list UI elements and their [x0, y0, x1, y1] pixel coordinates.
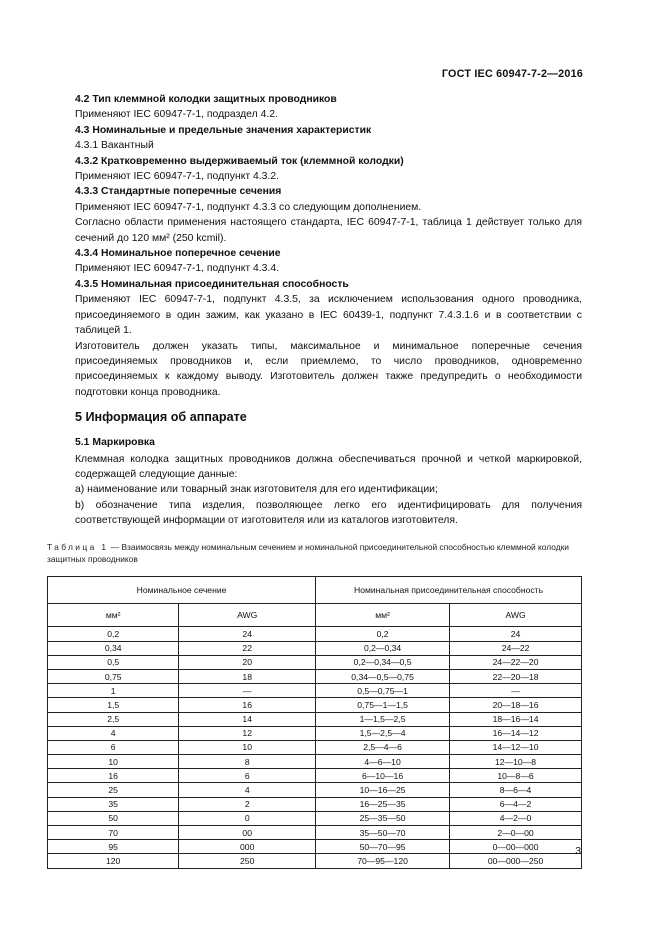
table-row	[48, 854, 582, 868]
table-cell: 6—10—16	[316, 769, 450, 783]
table-cell: 12	[179, 726, 316, 740]
table-row	[48, 826, 582, 840]
table-caption	[47, 541, 582, 566]
table-sub-header: мм²	[316, 604, 450, 627]
table-cell: 14	[179, 712, 316, 726]
table-cell: 4—6—10	[316, 755, 450, 769]
table-cell: 14—12—10	[450, 740, 582, 754]
table-cell: 0,2—0,34	[316, 641, 450, 655]
table-cell: 0,2	[316, 627, 450, 641]
table-cell: 6	[179, 769, 316, 783]
table-cell: 00	[179, 826, 316, 840]
table-cell: 4	[48, 726, 179, 740]
table-cell: 16	[48, 769, 179, 783]
table-cell: 2—0—00	[450, 826, 582, 840]
table-cell: 0,2—0,34—0,5	[316, 655, 450, 669]
text-body	[47, 92, 582, 529]
table-cell: 25—35—50	[316, 811, 450, 825]
paragraph: Согласно области применения настоящего стандарта, IEC 60947-7-1, таблица 1 действует только для сечений до 120 мм² (250 kcmil).	[75, 217, 582, 244]
table-caption-label: Таблица 1	[47, 541, 109, 552]
table-row	[48, 655, 582, 669]
paragraph: Изготовитель должен указать типы, максимальное и минимальное поперечные сечения присоединяемых проводников и, если приемлемо, то число проводников, одновременно присоединяемых к каждому выводу. Изготовитель должен также предупредить о необходимости подготовки конца проводника.	[75, 340, 582, 398]
table-cell: 0,5—0,75—1	[316, 684, 450, 698]
table-cell: 20	[179, 655, 316, 669]
table-cell: 8	[179, 755, 316, 769]
table-cell: 1,5—2,5—4	[316, 726, 450, 740]
table-cell: 0—00—000	[450, 840, 582, 854]
table-cell: —	[450, 684, 582, 698]
table-cell: 0,5	[48, 655, 179, 669]
section-heading: 4.3 Номинальные и предельные значения характеристик	[75, 124, 372, 136]
table-cell: 24	[450, 627, 582, 641]
table-cell: 70	[48, 826, 179, 840]
paragraph: Клеммная колодка защитных проводников должна обеспечиваться прочной и четкой маркировкой, содержащей следующие данные:	[75, 453, 582, 480]
table-cell: 6	[48, 740, 179, 754]
table-body	[48, 627, 582, 868]
table-cell: —	[179, 684, 316, 698]
table-cell: 22	[179, 641, 316, 655]
document-header: ГОСТ IEC 60947-7-2—2016	[441, 68, 583, 80]
table-row	[48, 811, 582, 825]
table-cell: 50—70—95	[316, 840, 450, 854]
table-row	[48, 726, 582, 740]
table-row	[48, 712, 582, 726]
table-cell: 16—14—12	[450, 726, 582, 740]
table-group-header: Номинальное сечение	[48, 577, 316, 604]
table-cell: 70—95—120	[316, 854, 450, 868]
table-cell: 0,75	[48, 669, 179, 683]
table-cell: 250	[179, 854, 316, 868]
table-cell: 000	[179, 840, 316, 854]
table-cell: 6—4—2	[450, 797, 582, 811]
table-cell: 50	[48, 811, 179, 825]
paragraph: Применяют IEC 60947-7-1, подраздел 4.2.	[75, 109, 278, 121]
section-heading: 4.2 Тип клеммной колодки защитных проводников	[75, 94, 337, 105]
paragraph: a) наименование или товарный знак изготовителя для его идентификации;	[75, 484, 438, 496]
table-cell: 95	[48, 840, 179, 854]
table-cell: 120	[48, 854, 179, 868]
table-cell: 10	[179, 740, 316, 754]
table-sub-header: AWG	[179, 604, 316, 627]
table-cell: 4	[179, 783, 316, 797]
table-cell: 1,5	[48, 698, 179, 712]
table-cell: 4—2—0	[450, 811, 582, 825]
table-cell: 0,2	[48, 627, 179, 641]
table-cell: 16—25—35	[316, 797, 450, 811]
table-row	[48, 627, 582, 641]
table-cell: 1—1,5—2,5	[316, 712, 450, 726]
table-cell: 18—16—14	[450, 712, 582, 726]
section-heading: 5.1 Маркировка	[75, 437, 155, 449]
page-number: 3	[575, 846, 581, 857]
table-cell: 35—50—70	[316, 826, 450, 840]
table-cell: 16	[179, 698, 316, 712]
table-sub-header: AWG	[450, 604, 582, 627]
paragraph: Применяют IEC 60947-7-1, подпункт 4.3.3 со следующим дополнением.	[75, 201, 422, 213]
section-heading: 4.3.2 Кратковременно выдерживаемый ток (клеммной колодки)	[75, 155, 404, 167]
table-cell: 2,5	[48, 712, 179, 726]
paragraph: 4.3.1 Вакантный	[75, 140, 154, 152]
table-cell: 10—8—6	[450, 769, 582, 783]
table-row	[48, 669, 582, 683]
table-row	[48, 740, 582, 754]
table-cell: 24	[179, 627, 316, 641]
table-cell: 18	[179, 669, 316, 683]
paragraph: Применяют IEC 60947-7-1, подпункт 4.3.2.	[75, 171, 280, 183]
table-row	[48, 641, 582, 655]
section-heading: 4.3.3 Стандартные поперечные сечения	[75, 186, 282, 198]
paragraph: Применяют IEC 60947-7-1, подпункт 4.3.5, за исключением использования одного проводника, присоединяемого в один зажим, как указано в IEC 60439-1, подпункт 7.4.3.1.6 и в соответствии с таблицей 1.	[75, 294, 582, 337]
table-cell: 10	[48, 755, 179, 769]
table-cell: 12—10—8	[450, 755, 582, 769]
table-cell: 8—6—4	[450, 783, 582, 797]
section-heading: 4.3.5 Номинальная присоединительная способность	[75, 278, 349, 290]
table-sub-header: мм²	[48, 604, 179, 627]
table-group-header: Номинальная присоединительная способность	[316, 577, 582, 604]
table-row	[48, 769, 582, 783]
table-cell: 1	[48, 684, 179, 698]
paragraph: b) обозначение типа изделия, позволяющее легко его идентифицировать для получения соответствующей информации от изготовителя или из каталогов изготовителя.	[75, 499, 582, 527]
table-cell: 20—18—16	[450, 698, 582, 712]
table-row	[48, 698, 582, 712]
table-cell: 0,75—1—1,5	[316, 698, 450, 712]
table-row	[48, 684, 582, 698]
table-cell: 24—22	[450, 641, 582, 655]
table-cell: 10—16—25	[316, 783, 450, 797]
paragraph: Применяют IEC 60947-7-1, подпункт 4.3.4.	[75, 263, 280, 275]
table-caption-text: — Взаимосвязь между номинальным сечением и номинальной присоединительной способностью клеммной колодки защитных проводников	[47, 541, 569, 564]
table-row	[48, 840, 582, 854]
table-cell: 2,5—4—6	[316, 740, 450, 754]
section-heading: 5 Информация об аппарате	[75, 410, 247, 425]
table-cell: 0	[179, 811, 316, 825]
conductor-table	[47, 576, 582, 868]
table-row	[48, 797, 582, 811]
table-cell: 35	[48, 797, 179, 811]
table-cell: 22—20—18	[450, 669, 582, 683]
table-cell: 0,34—0,5—0,75	[316, 669, 450, 683]
table-row	[48, 783, 582, 797]
section-heading: 4.3.4 Номинальное поперечное сечение	[75, 248, 281, 260]
table-cell: 24—22—20	[450, 655, 582, 669]
table-cell: 25	[48, 783, 179, 797]
table-row	[48, 755, 582, 769]
page-content	[47, 92, 582, 869]
table-cell: 2	[179, 797, 316, 811]
table-cell: 00—000—250	[450, 854, 582, 868]
table-cell: 0,34	[48, 641, 179, 655]
